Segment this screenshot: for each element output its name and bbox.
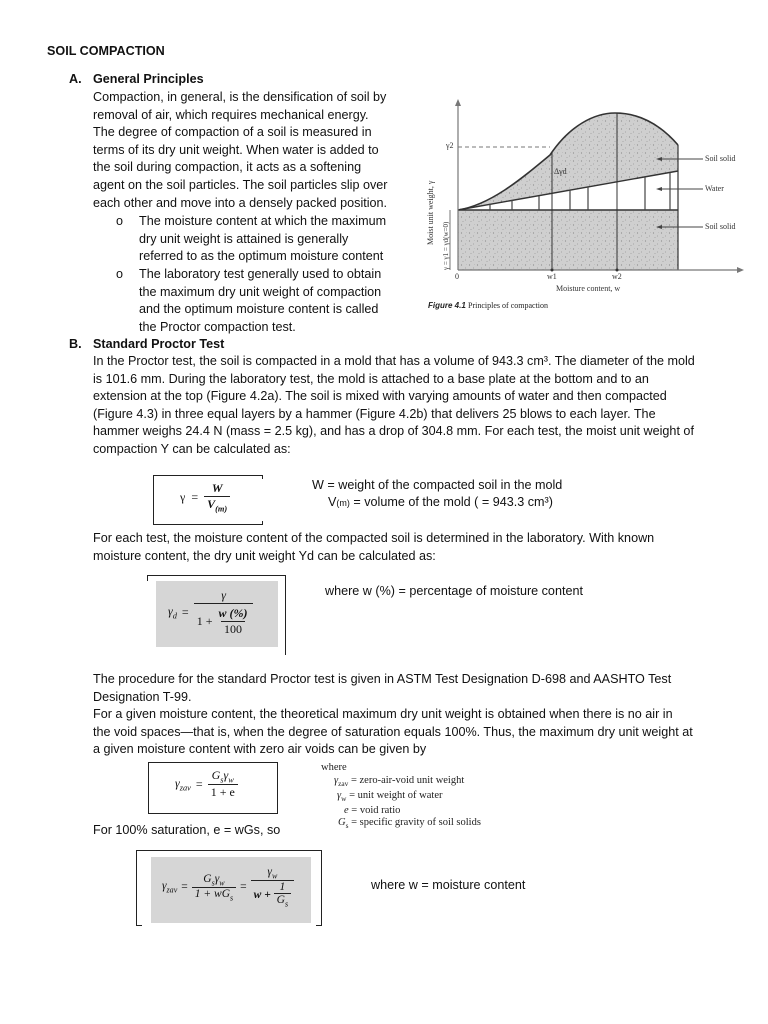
numerator [209, 768, 237, 784]
den-symbol: V [207, 497, 216, 511]
delta-label: Δγd [554, 167, 567, 176]
numerator: γ [221, 588, 226, 602]
def-text: = specific gravity of soil solids [348, 817, 481, 829]
page-title: SOIL COMPACTION [47, 44, 165, 58]
bracket-tick [316, 925, 322, 926]
lhs-subscript: d [172, 611, 177, 621]
lhs-symbol: γ [168, 604, 173, 619]
eq4-definition: where w = moisture content [371, 878, 526, 892]
text-line: The procedure for the standard Proctor test is given in ASTM Test Designation D-698 and AASHTO Test [93, 672, 672, 686]
text-line: the maximum dry unit weight of compaction [139, 284, 382, 299]
den1-subscript: s [230, 893, 234, 903]
gamma-w-subscript: w [271, 871, 278, 881]
bullet-marker: o [116, 267, 124, 281]
text-line: dry unit weight is attained is generally [139, 231, 349, 246]
def-subscript: w [341, 794, 347, 804]
text-line: For a given moisture content, the theoretical maximum dry unit weight is obtained when there is no air in [93, 707, 673, 722]
legend-soil-solid-upper: Soil solid [705, 154, 736, 163]
w2-label: w2 [612, 272, 622, 281]
bullet-marker: o [116, 214, 124, 228]
lhs-symbol: γ [162, 880, 167, 893]
section-b-label: B. [69, 337, 82, 351]
procedure-paragraph [93, 671, 693, 759]
gs-subscript: s [220, 775, 224, 785]
gamma-zav-symbol [162, 880, 177, 894]
legend-soil-solid-lower: Soil solid [705, 222, 736, 231]
text-line: Compaction, in general, is the densification of soil by [93, 90, 387, 104]
inner-numerator: w (%) [218, 606, 248, 620]
v-definition: = volume of the mold ( = 943.3 cm³) [349, 495, 553, 509]
fraction [194, 588, 254, 637]
gamma-w-symbol: γ [214, 872, 220, 885]
section-b-paragraph [93, 353, 695, 459]
denominator: 1 + e [208, 784, 238, 800]
fraction-2 [251, 866, 294, 909]
bracket-tick [147, 575, 148, 581]
section-a-heading: General Principles [93, 72, 204, 86]
text-line: The laboratory test generally used to obtain [139, 267, 382, 281]
numerator-2 [264, 866, 280, 880]
text-line: each other and move into a densely packed position. [93, 195, 388, 210]
equals-sign: = [181, 881, 188, 894]
inner-fraction [215, 606, 250, 637]
eq3-definitions [326, 775, 481, 832]
eq2-definition: where w (%) = percentage of moisture content [325, 584, 583, 598]
y-lower-label: γ = γ1 = γd(w=0) [442, 221, 450, 270]
gamma-w-symbol: γ [223, 768, 229, 782]
den-subscript: (m) [215, 504, 228, 514]
text-line: terms of its dry unit weight. When water is added to [93, 142, 379, 157]
eq1-definition-w: W = weight of the compacted soil in the mold [312, 478, 563, 492]
text-line: hammer weighs 24.4 N (mass = 2.5 kg), and has a drop of 304.8 mm. For each test, the moist unit weight of [93, 424, 694, 439]
section-a-paragraph [93, 89, 387, 212]
equals-sign: = [240, 881, 247, 894]
text-line: The moisture content at which the maximum [139, 214, 387, 228]
eq1-definition-v [328, 494, 553, 513]
lhs-symbol: γ [175, 776, 180, 790]
def-symbol: γ [334, 775, 339, 786]
y-axis-label: Moist unit weight, γ [426, 180, 435, 245]
text-line: a given moisture content with zero air voids can be given by [93, 742, 427, 757]
definition-row [326, 817, 481, 832]
w1-label: w1 [547, 272, 557, 281]
inner-fraction [274, 881, 291, 908]
gs-subscript: s [211, 877, 215, 887]
text-line: removal of air, which requires mechanical energy. [93, 107, 369, 122]
saturation-text: For 100% saturation, e = wGs, so [93, 823, 281, 837]
inner-denominator: 100 [221, 621, 245, 637]
numerator-1 [200, 873, 227, 887]
equation-2-content [168, 588, 253, 637]
equals-sign: = [195, 776, 203, 791]
gamma-w-symbol: γ [267, 866, 272, 878]
def-symbol: γ [337, 790, 342, 802]
v-subscript: (m) [336, 498, 350, 508]
bracket-tick [262, 475, 263, 479]
text-line: Designation T-99. [93, 689, 192, 704]
text-line: moisture content, the dry unit weight Yd can be calculated as: [93, 548, 436, 563]
def-symbol: G [338, 817, 346, 829]
text-line: the soil during compaction, it acts as a softening [93, 160, 362, 175]
gamma-symbol: γ [180, 489, 186, 504]
def-subscript: s [345, 821, 349, 831]
one-plus: 1 + [196, 614, 216, 628]
numerator: W [211, 481, 223, 495]
text-line: is 101.6 mm. During the laboratory test, the mold is attached to a base plate at the bottom and to an [93, 371, 649, 386]
definition-row [326, 775, 481, 790]
def-symbol: e [344, 805, 349, 817]
text-line: the Proctor compaction test. [139, 319, 296, 334]
equation-3-content [175, 768, 238, 800]
v-symbol: V [328, 495, 337, 509]
text-line: the void spaces—that is, when the degree of saturation equals 100%. Thus, the maximum dry unit weight at [93, 724, 693, 739]
bracket-tick [262, 521, 263, 525]
section-a-label: A. [69, 72, 82, 86]
gs-symbol: G [211, 768, 221, 782]
inner-numerator: 1 [279, 881, 286, 894]
origin-label: 0 [455, 272, 459, 281]
text-line: For each test, the moisture content of the compacted soil is determined in the laboratory. With known [93, 531, 655, 545]
text-line: The degree of compaction of a soil is measured in [93, 125, 372, 140]
legend-water: Water [705, 184, 724, 193]
denominator-2 [251, 880, 294, 908]
caption-label: Figure 4.1 [428, 301, 466, 310]
inner-denominator [274, 893, 291, 908]
compaction-figure [420, 95, 750, 320]
equals-sign: = [191, 489, 199, 504]
bullet-item [139, 266, 381, 336]
bracket-tick [136, 925, 142, 926]
gamma-w-subscript: w [219, 877, 225, 887]
x-axis-label: Moisture content, w [556, 284, 621, 293]
fraction-1 [192, 873, 236, 903]
definition-row [326, 805, 481, 817]
equals-sign: = [181, 605, 189, 619]
section-b-heading: Standard Proctor Test [93, 337, 225, 351]
def-text: = void ratio [348, 805, 401, 817]
text-line: (Figure 4.3) in three equal layers by a hammer (Figure 4.2b) that delivers 25 blows to each layer. The [93, 406, 656, 421]
lhs-subscript: zav [166, 885, 178, 895]
denominator [194, 603, 254, 637]
text-line: agent on the soil particles. The soil particles slip over [93, 177, 388, 192]
text-line: compaction Y can be calculated as: [93, 441, 291, 456]
figure-caption [428, 301, 548, 310]
fraction [208, 768, 238, 800]
gamma-w-subscript: w [228, 775, 234, 785]
gs-subscript: s [284, 899, 289, 909]
dry-unit-weight-paragraph [93, 530, 654, 565]
text-line: extension at the top (Figure 4.2a). The soil is mixed with varying amounts of water and then compacted [93, 389, 667, 404]
denominator-1 [192, 887, 236, 902]
def-subscript: zav [338, 779, 349, 789]
def-text: = zero-air-void unit weight [348, 775, 465, 786]
y2-label: γ2 [446, 141, 454, 150]
gs-symbol: G [203, 872, 212, 885]
definition-row [326, 790, 481, 805]
gamma-zav-symbol [175, 776, 191, 792]
equation-1-content [180, 481, 230, 513]
lhs-subscript: zav [179, 783, 191, 793]
text-line: and the optimum moisture content is called [139, 302, 379, 317]
den1-text: 1 + wG [194, 887, 231, 900]
w-plus: w + [253, 888, 274, 901]
bullet-item [139, 213, 386, 266]
denominator [204, 496, 230, 513]
gamma-d-symbol [168, 604, 177, 620]
caption-text: Principles of compaction [468, 301, 549, 310]
equation-4-content [162, 866, 294, 909]
gs-symbol: G [276, 894, 285, 907]
text-line: referred to as the optimum moisture content [139, 249, 384, 264]
fraction [204, 481, 230, 513]
eq3-where: where [321, 762, 347, 773]
def-text: = unit weight of water [346, 790, 443, 802]
text-line: In the Proctor test, the soil is compacted in a mold that has a volume of 943.3 cm³. The diameter of the mold [93, 354, 695, 368]
